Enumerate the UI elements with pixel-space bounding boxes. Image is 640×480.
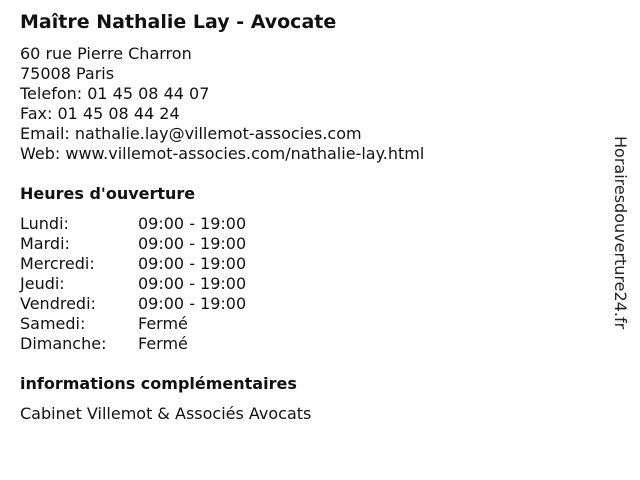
hours-row-jeudi <box>20 274 246 294</box>
opening-hours-table <box>20 214 246 354</box>
additional-info-heading: informations complémentaires <box>20 374 297 393</box>
hours-time: 09:00 - 19:00 <box>138 274 247 293</box>
opening-hours-heading: Heures d'ouverture <box>20 184 196 203</box>
hours-row-samedi <box>20 314 246 334</box>
contact-phone: Telefon: 01 45 08 44 07 <box>20 84 210 103</box>
hours-day: Vendredi: <box>20 294 96 313</box>
contact-city: 75008 Paris <box>20 64 115 83</box>
hours-row-lundi <box>20 214 246 234</box>
contact-street: 60 rue Pierre Charron <box>20 44 192 63</box>
hours-row-dimanche <box>20 334 246 354</box>
hours-day: Dimanche: <box>20 334 107 353</box>
hours-row-vendredi <box>20 294 246 314</box>
hours-row-mardi <box>20 234 246 254</box>
contact-email: Email: nathalie.lay@villemot-associes.com <box>20 124 362 143</box>
hours-time: Fermé <box>138 334 188 353</box>
hours-day: Mardi: <box>20 234 70 253</box>
additional-info-text: Cabinet Villemot & Assoсiés Avocats <box>20 404 312 423</box>
hours-time: 09:00 - 19:00 <box>138 294 247 313</box>
contact-web: Web: www.villemot-associes.com/nathalie-lay.html <box>20 144 425 163</box>
contact-block <box>20 44 424 164</box>
hours-day: Lundi: <box>20 214 69 233</box>
contact-fax: Fax: 01 45 08 44 24 <box>20 104 180 123</box>
hours-day: Mercredi: <box>20 254 95 273</box>
hours-time: 09:00 - 19:00 <box>138 254 247 273</box>
page-title: Maître Nathalie Lay - Avocate <box>20 11 337 33</box>
hours-row-mercredi <box>20 254 246 274</box>
hours-day: Samedi: <box>20 314 86 333</box>
hours-day: Jeudi: <box>20 274 65 293</box>
site-brand-watermark: Horairesdouverture24.fr <box>611 136 630 330</box>
hours-time: 09:00 - 19:00 <box>138 214 247 233</box>
hours-time: 09:00 - 19:00 <box>138 234 247 253</box>
hours-time: Fermé <box>138 314 188 333</box>
